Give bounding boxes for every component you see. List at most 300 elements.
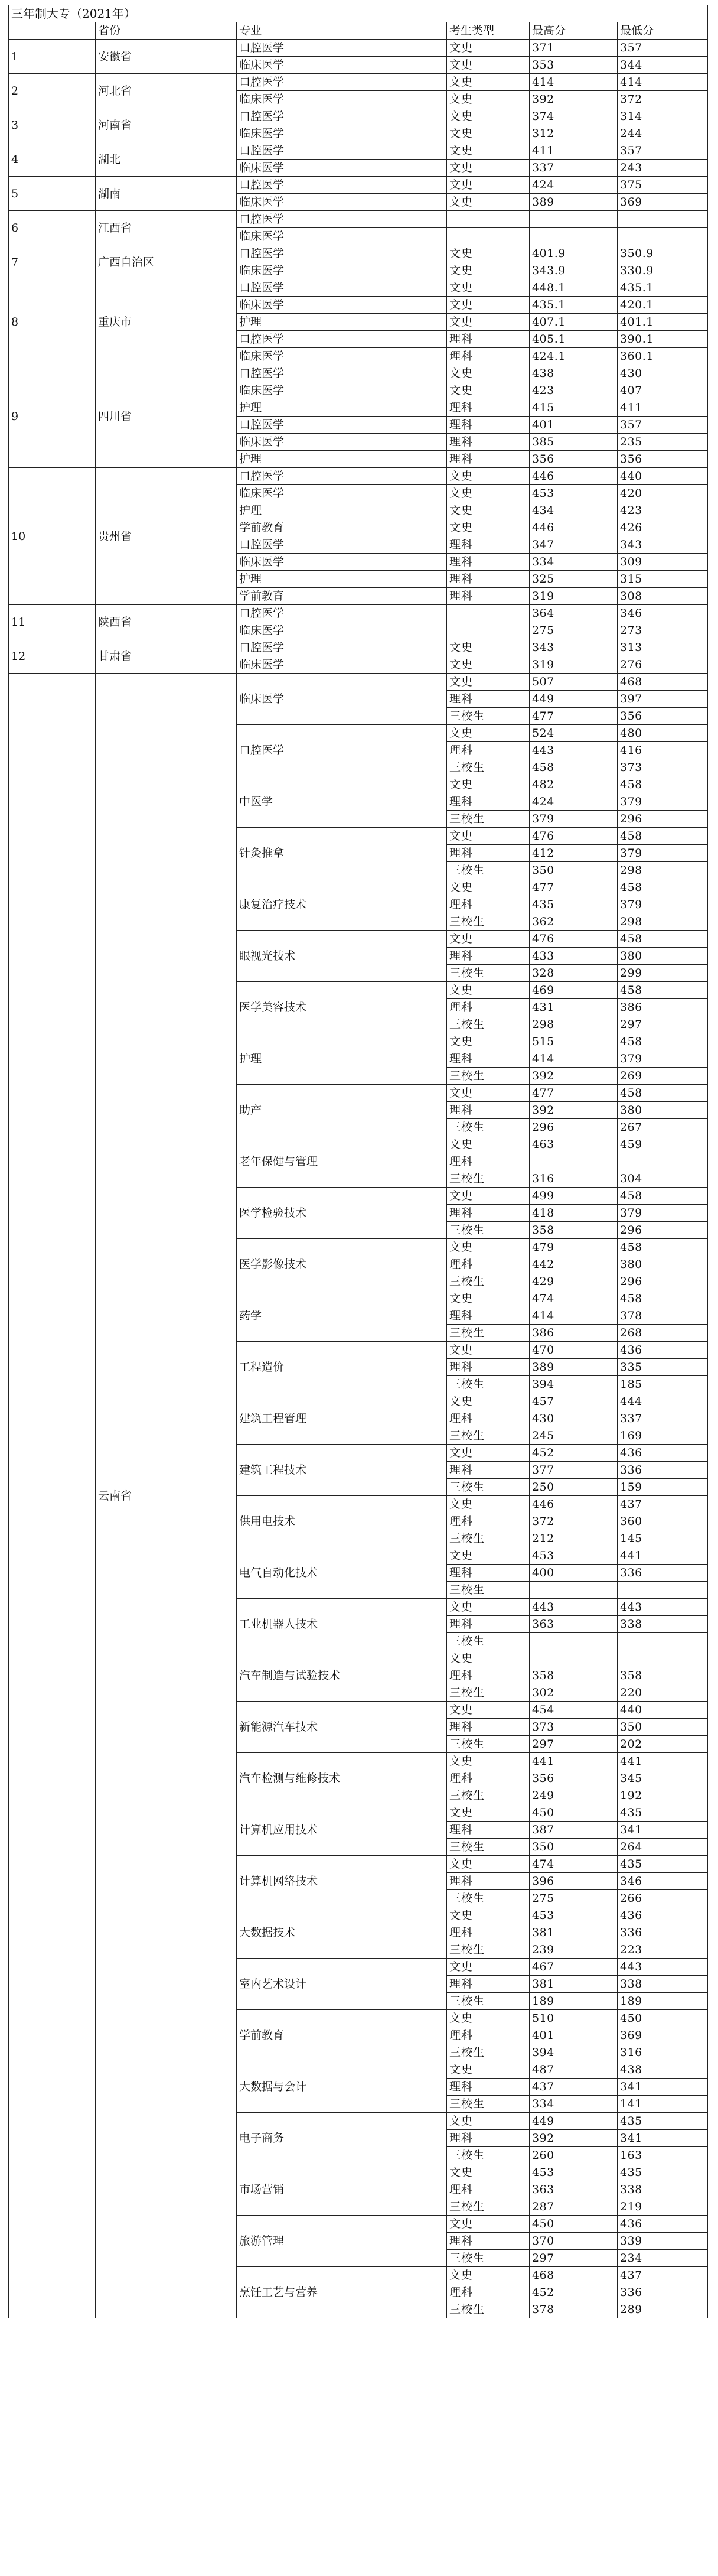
major-name: 大数据技术 xyxy=(237,1907,447,1959)
major-name: 眼视光技术 xyxy=(237,931,447,982)
candidate-type: 三校生 xyxy=(447,2250,530,2267)
max-score: 449 xyxy=(530,2113,618,2130)
max-score: 524 xyxy=(530,725,618,742)
max-score: 453 xyxy=(530,485,618,502)
major-name: 康复治疗技术 xyxy=(237,879,447,931)
min-score: 189 xyxy=(618,1993,708,2010)
major-name: 学前教育 xyxy=(237,519,447,536)
province-name: 四川省 xyxy=(96,365,237,468)
candidate-type: 理科 xyxy=(447,1359,530,1376)
candidate-type: 三校生 xyxy=(447,1376,530,1393)
max-score: 386 xyxy=(530,1325,618,1342)
candidate-type: 三校生 xyxy=(447,1582,530,1599)
candidate-type: 文史 xyxy=(447,1342,530,1359)
max-score: 260 xyxy=(530,2147,618,2164)
candidate-type: 理科 xyxy=(447,1102,530,1119)
candidate-type: 三校生 xyxy=(447,1839,530,1856)
max-score: 450 xyxy=(530,2216,618,2233)
min-score: 369 xyxy=(618,2027,708,2044)
major-name: 口腔医学 xyxy=(237,536,447,554)
row-index: 12 xyxy=(9,639,96,674)
max-score: 470 xyxy=(530,1342,618,1359)
min-score: 304 xyxy=(618,1170,708,1188)
major-name: 临床医学 xyxy=(237,434,447,451)
min-score: 159 xyxy=(618,1479,708,1496)
major-name: 临床医学 xyxy=(237,160,447,177)
table-row xyxy=(9,674,708,691)
candidate-type: 文史 xyxy=(447,1188,530,1205)
min-score: 330.9 xyxy=(618,262,708,279)
max-score: 374 xyxy=(530,108,618,125)
candidate-type: 三校生 xyxy=(447,2147,530,2164)
candidate-type: 理科 xyxy=(447,1565,530,1582)
candidate-type: 理科 xyxy=(447,691,530,708)
max-score: 319 xyxy=(530,656,618,674)
min-score: 220 xyxy=(618,1684,708,1702)
max-score: 411 xyxy=(530,142,618,160)
min-score: 436 xyxy=(618,1445,708,1462)
max-score: 446 xyxy=(530,519,618,536)
min-score xyxy=(618,1633,708,1650)
max-score: 453 xyxy=(530,1907,618,1924)
table-row xyxy=(9,40,708,57)
candidate-type: 理科 xyxy=(447,588,530,605)
min-score: 441 xyxy=(618,1753,708,1770)
min-score: 397 xyxy=(618,691,708,708)
max-score: 401 xyxy=(530,2027,618,2044)
candidate-type: 理科 xyxy=(447,2284,530,2301)
max-score: 424 xyxy=(530,177,618,194)
max-score: 334 xyxy=(530,2096,618,2113)
min-score: 459 xyxy=(618,1136,708,1153)
candidate-type: 三校生 xyxy=(447,1890,530,1907)
max-score: 401 xyxy=(530,417,618,434)
min-score: 336 xyxy=(618,2284,708,2301)
min-score: 468 xyxy=(618,674,708,691)
min-score: 435.1 xyxy=(618,279,708,297)
min-score: 345 xyxy=(618,1770,708,1787)
max-score: 515 xyxy=(530,1033,618,1050)
major-name: 室内艺术设计 xyxy=(237,1959,447,2010)
candidate-type: 理科 xyxy=(447,1719,530,1736)
max-score: 446 xyxy=(530,468,618,485)
min-score: 341 xyxy=(618,1822,708,1839)
min-score: 437 xyxy=(618,1496,708,1513)
candidate-type: 三校生 xyxy=(447,1222,530,1239)
max-score: 423 xyxy=(530,382,618,399)
min-score: 335 xyxy=(618,1359,708,1376)
max-score: 450 xyxy=(530,1804,618,1822)
min-score: 420 xyxy=(618,485,708,502)
candidate-type: 理科 xyxy=(447,399,530,417)
min-score: 458 xyxy=(618,1290,708,1307)
table-row xyxy=(9,177,708,194)
max-score: 287 xyxy=(530,2198,618,2216)
min-score: 315 xyxy=(618,571,708,588)
candidate-type: 理科 xyxy=(447,417,530,434)
max-score xyxy=(530,211,618,228)
max-score: 392 xyxy=(530,91,618,108)
min-score: 440 xyxy=(618,1702,708,1719)
max-score: 401.9 xyxy=(530,245,618,262)
major-name: 市场营销 xyxy=(237,2164,447,2216)
header-province: 省份 xyxy=(96,22,237,40)
candidate-type: 理科 xyxy=(447,331,530,348)
province-name: 江西省 xyxy=(96,211,237,245)
major-name: 医学检验技术 xyxy=(237,1188,447,1239)
max-score: 437 xyxy=(530,2079,618,2096)
min-score: 185 xyxy=(618,1376,708,1393)
major-name: 工程造价 xyxy=(237,1342,447,1393)
max-score: 477 xyxy=(530,708,618,725)
candidate-type: 三校生 xyxy=(447,1633,530,1650)
min-score: 192 xyxy=(618,1787,708,1804)
min-score: 336 xyxy=(618,1565,708,1582)
max-score: 350 xyxy=(530,1839,618,1856)
major-name: 临床医学 xyxy=(237,228,447,245)
province-name: 甘肃省 xyxy=(96,639,237,674)
min-score: 337 xyxy=(618,1410,708,1427)
min-score: 336 xyxy=(618,1462,708,1479)
max-score: 469 xyxy=(530,982,618,999)
candidate-type: 理科 xyxy=(447,1462,530,1479)
min-score: 235 xyxy=(618,434,708,451)
major-name: 口腔医学 xyxy=(237,40,447,57)
max-score: 343.9 xyxy=(530,262,618,279)
major-name: 电子商务 xyxy=(237,2113,447,2164)
max-score: 387 xyxy=(530,1822,618,1839)
major-name: 护理 xyxy=(237,571,447,588)
candidate-type: 文史 xyxy=(447,485,530,502)
min-score: 386 xyxy=(618,999,708,1016)
max-score: 212 xyxy=(530,1530,618,1547)
candidate-type: 理科 xyxy=(447,948,530,965)
candidate-type: 理科 xyxy=(447,571,530,588)
major-name: 计算机应用技术 xyxy=(237,1804,447,1856)
candidate-type: 理科 xyxy=(447,348,530,365)
min-score: 358 xyxy=(618,1667,708,1684)
candidate-type: 理科 xyxy=(447,2027,530,2044)
candidate-type: 三校生 xyxy=(447,1170,530,1188)
min-score: 297 xyxy=(618,1016,708,1033)
candidate-type: 三校生 xyxy=(447,1941,530,1959)
min-score: 458 xyxy=(618,776,708,793)
major-name: 临床医学 xyxy=(237,297,447,314)
candidate-type xyxy=(447,228,530,245)
candidate-type: 三校生 xyxy=(447,1479,530,1496)
candidate-type: 理科 xyxy=(447,2079,530,2096)
min-score: 407 xyxy=(618,382,708,399)
candidate-type: 理科 xyxy=(447,2181,530,2198)
max-score: 431 xyxy=(530,999,618,1016)
major-name: 学前教育 xyxy=(237,2010,447,2061)
candidate-type: 理科 xyxy=(447,742,530,759)
min-score: 223 xyxy=(618,1941,708,1959)
max-score: 507 xyxy=(530,674,618,691)
min-score: 357 xyxy=(618,417,708,434)
min-score: 296 xyxy=(618,811,708,828)
max-score: 373 xyxy=(530,1719,618,1736)
candidate-type: 文史 xyxy=(447,1239,530,1256)
max-score: 358 xyxy=(530,1222,618,1239)
candidate-type: 文史 xyxy=(447,142,530,160)
min-score: 346 xyxy=(618,1873,708,1890)
min-score: 243 xyxy=(618,160,708,177)
max-score xyxy=(530,1153,618,1170)
min-score xyxy=(618,1153,708,1170)
table-title: 三年制大专（2021年） xyxy=(9,5,708,22)
table-row xyxy=(9,468,708,485)
candidate-type xyxy=(447,622,530,639)
min-score: 339 xyxy=(618,2233,708,2250)
province-name: 河南省 xyxy=(96,108,237,142)
candidate-type: 理科 xyxy=(447,1153,530,1170)
max-score: 319 xyxy=(530,588,618,605)
max-score: 372 xyxy=(530,1513,618,1530)
candidate-type: 文史 xyxy=(447,1856,530,1873)
major-name: 中医学 xyxy=(237,776,447,828)
major-name: 口腔医学 xyxy=(237,605,447,622)
min-score: 423 xyxy=(618,502,708,519)
min-score: 426 xyxy=(618,519,708,536)
max-score: 358 xyxy=(530,1667,618,1684)
max-score: 463 xyxy=(530,1136,618,1153)
min-score: 234 xyxy=(618,2250,708,2267)
min-score: 379 xyxy=(618,1205,708,1222)
candidate-type: 理科 xyxy=(447,554,530,571)
max-score: 356 xyxy=(530,1770,618,1787)
max-score: 476 xyxy=(530,828,618,845)
max-score: 298 xyxy=(530,1016,618,1033)
candidate-type: 理科 xyxy=(447,1410,530,1427)
min-score: 458 xyxy=(618,1188,708,1205)
max-score: 433 xyxy=(530,948,618,965)
candidate-type: 文史 xyxy=(447,279,530,297)
candidate-type: 文史 xyxy=(447,828,530,845)
candidate-type: 文史 xyxy=(447,40,530,57)
province-name: 陕西省 xyxy=(96,605,237,639)
max-score: 275 xyxy=(530,622,618,639)
min-score: 298 xyxy=(618,913,708,931)
table-row xyxy=(9,74,708,91)
row-index: 7 xyxy=(9,245,96,279)
max-score xyxy=(530,1582,618,1599)
min-score: 298 xyxy=(618,862,708,879)
min-score: 356 xyxy=(618,708,708,725)
major-name: 建筑工程管理 xyxy=(237,1393,447,1445)
row-index: 8 xyxy=(9,279,96,365)
candidate-type: 文史 xyxy=(447,1290,530,1307)
min-score: 360.1 xyxy=(618,348,708,365)
major-name: 老年保健与管理 xyxy=(237,1136,447,1188)
min-score: 316 xyxy=(618,2044,708,2061)
candidate-type: 文史 xyxy=(447,1547,530,1565)
major-name: 口腔医学 xyxy=(237,331,447,348)
max-score: 499 xyxy=(530,1188,618,1205)
min-score: 299 xyxy=(618,965,708,982)
min-score: 379 xyxy=(618,1050,708,1068)
max-score: 249 xyxy=(530,1787,618,1804)
max-score: 435.1 xyxy=(530,297,618,314)
row-index: 5 xyxy=(9,177,96,211)
max-score: 302 xyxy=(530,1684,618,1702)
min-score: 437 xyxy=(618,2267,708,2284)
max-score: 474 xyxy=(530,1856,618,1873)
min-score: 268 xyxy=(618,1325,708,1342)
major-name: 旅游管理 xyxy=(237,2216,447,2267)
max-score: 453 xyxy=(530,1547,618,1565)
min-score: 264 xyxy=(618,1839,708,1856)
candidate-type: 文史 xyxy=(447,2267,530,2284)
table-row xyxy=(9,108,708,125)
province-name: 河北省 xyxy=(96,74,237,108)
min-score: 244 xyxy=(618,125,708,142)
major-name: 口腔医学 xyxy=(237,245,447,262)
max-score: 370 xyxy=(530,2233,618,2250)
candidate-type: 文史 xyxy=(447,365,530,382)
max-score: 245 xyxy=(530,1427,618,1445)
header-candidate-type: 考生类型 xyxy=(447,22,530,40)
min-score: 269 xyxy=(618,1068,708,1085)
max-score: 468 xyxy=(530,2267,618,2284)
max-score: 441 xyxy=(530,1753,618,1770)
major-name: 护理 xyxy=(237,314,447,331)
row-index: 11 xyxy=(9,605,96,639)
min-score: 343 xyxy=(618,536,708,554)
major-name: 口腔医学 xyxy=(237,211,447,228)
max-score: 424.1 xyxy=(530,348,618,365)
candidate-type: 文史 xyxy=(447,1959,530,1976)
candidate-type: 三校生 xyxy=(447,913,530,931)
major-name: 电气自动化技术 xyxy=(237,1547,447,1599)
min-score: 266 xyxy=(618,1890,708,1907)
min-score: 458 xyxy=(618,828,708,845)
max-score: 396 xyxy=(530,1873,618,1890)
major-name: 口腔医学 xyxy=(237,365,447,382)
candidate-type: 文史 xyxy=(447,314,530,331)
max-score: 364 xyxy=(530,605,618,622)
candidate-type: 理科 xyxy=(447,1873,530,1890)
candidate-type: 文史 xyxy=(447,91,530,108)
row-index: 2 xyxy=(9,74,96,108)
min-score: 430 xyxy=(618,365,708,382)
max-score: 412 xyxy=(530,845,618,862)
major-name: 建筑工程技术 xyxy=(237,1445,447,1496)
max-score: 443 xyxy=(530,1599,618,1616)
candidate-type: 文史 xyxy=(447,639,530,656)
min-score: 341 xyxy=(618,2079,708,2096)
min-score: 480 xyxy=(618,725,708,742)
candidate-type: 理科 xyxy=(447,2130,530,2147)
major-name: 工业机器人技术 xyxy=(237,1599,447,1650)
max-score: 379 xyxy=(530,811,618,828)
candidate-type: 理科 xyxy=(447,896,530,913)
table-row xyxy=(9,245,708,262)
row-index: 9 xyxy=(9,365,96,468)
min-score: 379 xyxy=(618,845,708,862)
major-name: 临床医学 xyxy=(237,348,447,365)
min-score: 380 xyxy=(618,948,708,965)
min-score: 141 xyxy=(618,2096,708,2113)
candidate-type: 文史 xyxy=(447,245,530,262)
candidate-type: 文史 xyxy=(447,2061,530,2079)
min-score: 219 xyxy=(618,2198,708,2216)
max-score: 414 xyxy=(530,1307,618,1325)
major-name: 护理 xyxy=(237,1033,447,1085)
candidate-type: 文史 xyxy=(447,1085,530,1102)
candidate-type: 三校生 xyxy=(447,2198,530,2216)
max-score: 429 xyxy=(530,1273,618,1290)
max-score: 414 xyxy=(530,1050,618,1068)
min-score: 145 xyxy=(618,1530,708,1547)
min-score: 379 xyxy=(618,793,708,811)
min-score: 378 xyxy=(618,1307,708,1325)
min-score: 380 xyxy=(618,1256,708,1273)
candidate-type: 理科 xyxy=(447,1822,530,1839)
candidate-type: 理科 xyxy=(447,1513,530,1530)
candidate-type: 文史 xyxy=(447,2113,530,2130)
major-name: 医学美容技术 xyxy=(237,982,447,1033)
min-score: 380 xyxy=(618,1102,708,1119)
max-score: 446 xyxy=(530,1496,618,1513)
candidate-type: 理科 xyxy=(447,1924,530,1941)
candidate-type: 文史 xyxy=(447,1804,530,1822)
candidate-type: 三校生 xyxy=(447,1068,530,1085)
min-score: 420.1 xyxy=(618,297,708,314)
min-score: 373 xyxy=(618,759,708,776)
max-score: 356 xyxy=(530,451,618,468)
row-index: 3 xyxy=(9,108,96,142)
row-index: 6 xyxy=(9,211,96,245)
major-name: 护理 xyxy=(237,502,447,519)
candidate-type: 文史 xyxy=(447,160,530,177)
min-score: 308 xyxy=(618,588,708,605)
candidate-type: 三校生 xyxy=(447,862,530,879)
candidate-type: 文史 xyxy=(447,1907,530,1924)
min-score: 309 xyxy=(618,554,708,571)
candidate-type: 三校生 xyxy=(447,1325,530,1342)
candidate-type: 文史 xyxy=(447,382,530,399)
candidate-type: 文史 xyxy=(447,1496,530,1513)
table-row xyxy=(9,142,708,160)
max-score: 414 xyxy=(530,74,618,91)
table-row xyxy=(9,211,708,228)
max-score: 389 xyxy=(530,1359,618,1376)
min-score: 338 xyxy=(618,1976,708,1993)
max-score xyxy=(530,1633,618,1650)
major-name: 汽车检测与维修技术 xyxy=(237,1753,447,1804)
major-name: 护理 xyxy=(237,451,447,468)
max-score: 316 xyxy=(530,1170,618,1188)
min-score: 360 xyxy=(618,1513,708,1530)
max-score: 389 xyxy=(530,194,618,211)
min-score: 458 xyxy=(618,1033,708,1050)
min-score: 357 xyxy=(618,142,708,160)
max-score: 350 xyxy=(530,862,618,879)
major-name: 临床医学 xyxy=(237,674,447,725)
candidate-type: 三校生 xyxy=(447,1787,530,1804)
max-score: 448.1 xyxy=(530,279,618,297)
max-score: 400 xyxy=(530,1565,618,1582)
max-score: 381 xyxy=(530,1976,618,1993)
candidate-type: 文史 xyxy=(447,297,530,314)
max-score: 477 xyxy=(530,879,618,896)
province-name: 湖北 xyxy=(96,142,237,177)
max-score: 377 xyxy=(530,1462,618,1479)
candidate-type: 文史 xyxy=(447,1599,530,1616)
min-score: 438 xyxy=(618,2061,708,2079)
table-row xyxy=(9,365,708,382)
